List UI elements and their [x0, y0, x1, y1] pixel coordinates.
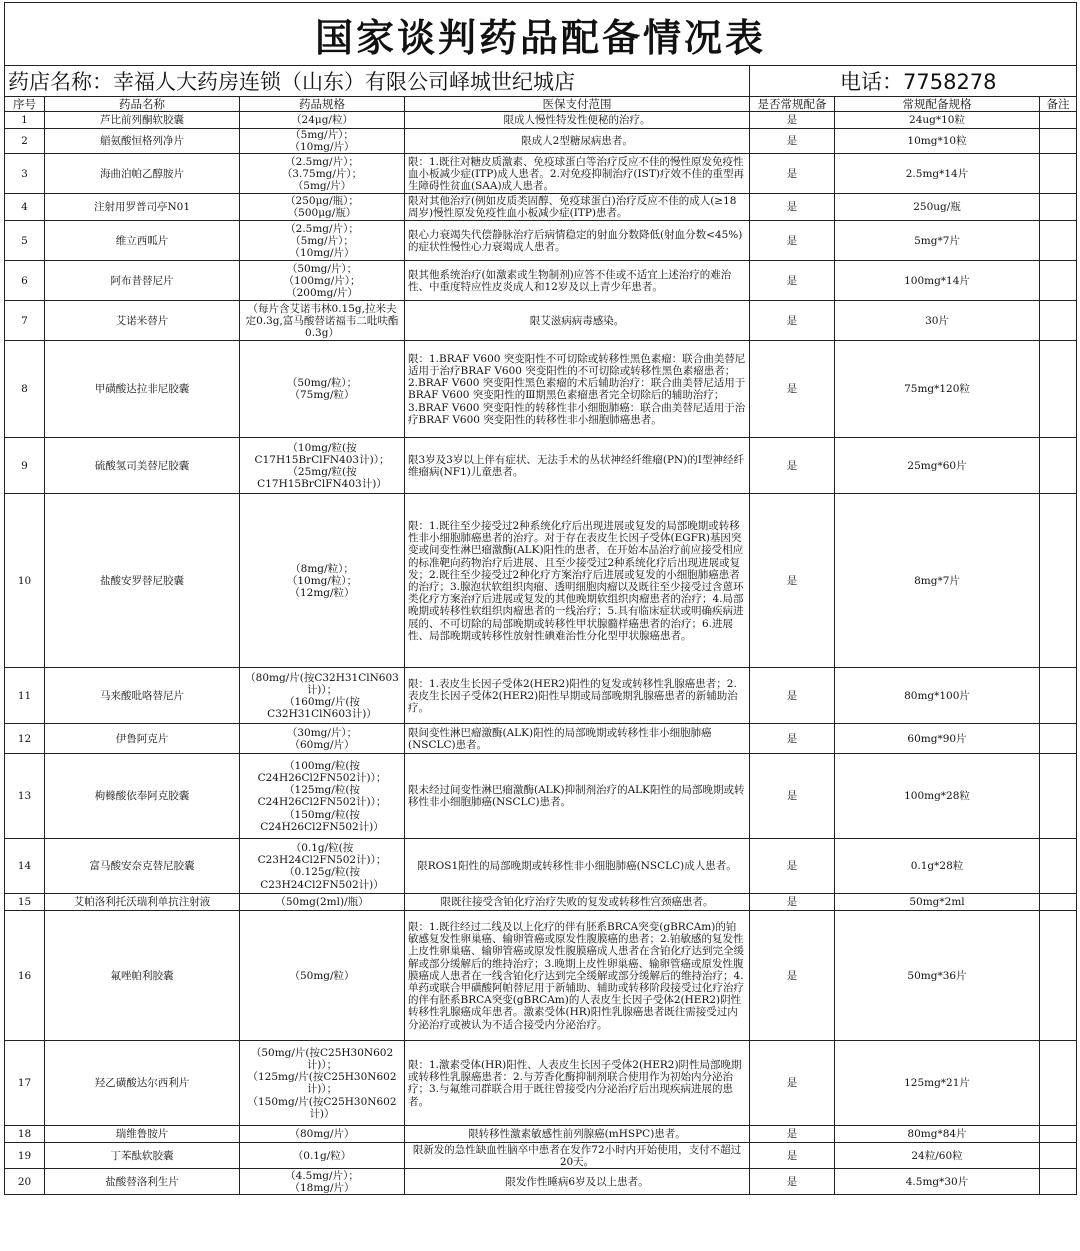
- row-number: 19: [5, 1143, 45, 1169]
- row-number: 7: [5, 301, 45, 341]
- table-row: [5, 494, 1077, 668]
- drug-name: 枸橼酸依奉阿克胶囊: [45, 754, 240, 839]
- table-row: [5, 112, 1077, 129]
- stocked-flag: 是: [750, 1143, 835, 1169]
- insurance-scope: 限：1.既往至少接受过2种系统化疗后出现进展或复发的局部晚期或转移性非小细胞肺癌患者的治疗。对于存在表皮生长因子受体(EGFR)基因突变或间变性淋巴瘤激酶(ALK)阳性的患者，在开始本品治疗前应接受相应的标准靶向药物治疗后进展、且至少接受过2种系统化疗后出现进展或复发；2.既往至少接受过2种化疗方案治疗后进展或复发的小细胞肺癌患者的治疗；3.腺泡状软组织肉瘤、透明细胞肉瘤以及既往至少接受过含蒽环类化疗方案治疗后进展或复发的其他晚期软组织肉瘤患者的治疗；4.局部晚期或转移性软组织肉瘤患者的一线治疗；5.具有临床症状或明确疾病进展的、不可切除的局部晚期或转移性甲状腺髓样癌患者的治疗；6.进展性、局部晚期或转移性放射性碘难治性分化型甲状腺癌患者。: [405, 494, 750, 668]
- table-row: [5, 154, 1077, 194]
- drug-name: 艾诺米替片: [45, 301, 240, 341]
- note: [1040, 1169, 1077, 1195]
- note: [1040, 839, 1077, 894]
- stock-spec: 24粒/60粒: [835, 1143, 1040, 1169]
- insurance-scope: 限：1.BRAF V600 突变阳性不可切除或转移性黑色素瘤：联合曲美替尼适用于治疗BRAF V600 突变阳性的不可切除或转移性黑色素瘤患者；2.BRAF V600 突变阳性黑色素瘤的术后辅助治疗：联合曲美替尼适用于BRAF V600 突变阳性的Ⅲ期黑色素瘤患者完全切除后的辅助治疗；3.BRAF V600 突变阳性的转移性非小细胞肺癌：联合曲美替尼适用于治疗BRAF V600 突变阳性的转移性非小细胞肺癌患者。: [405, 341, 750, 438]
- stocked-flag: 是: [750, 724, 835, 754]
- drug-spec: （4.5mg/片）； （18mg/片）: [240, 1169, 405, 1195]
- drug-table: [4, 2, 1077, 1195]
- note: [1040, 194, 1077, 221]
- table-row: [5, 1126, 1077, 1143]
- drug-name: 艏氨酸恒格列净片: [45, 129, 240, 154]
- stocked-flag: 是: [750, 221, 835, 261]
- stock-spec: 30片: [835, 301, 1040, 341]
- stocked-flag: 是: [750, 754, 835, 839]
- column-header-stock-spec: 常规配备规格: [835, 97, 1040, 112]
- drug-spec: （2.5mg/片）； （5mg/片）； （10mg/片）: [240, 221, 405, 261]
- row-number: 13: [5, 754, 45, 839]
- insurance-scope: 限既往接受含铂化疗治疗失败的复发或转移性宫颈癌患者。: [405, 894, 750, 911]
- table-row: [5, 261, 1077, 301]
- column-header-spec: 药品规格: [240, 97, 405, 112]
- stock-spec: 100mg*28粒: [835, 754, 1040, 839]
- sheet-title: 国家谈判药品配备情况表: [5, 3, 1077, 66]
- row-number: 12: [5, 724, 45, 754]
- stock-spec: 4.5mg*30片: [835, 1169, 1040, 1195]
- drug-name: 注射用罗普司亭N01: [45, 194, 240, 221]
- row-number: 3: [5, 154, 45, 194]
- note: [1040, 1143, 1077, 1169]
- note: [1040, 301, 1077, 341]
- insurance-scope: 限：1.既往对糖皮质激素、免疫球蛋白等治疗反应不佳的慢性原发免疫性血小板减少症(ITP)成人患者。2.对免疫抑制治疗(IST)疗效不佳的重型再生障碍性贫血(SAA)成人患者。: [405, 154, 750, 194]
- drug-name: 硫酸氢司美替尼胶囊: [45, 438, 240, 494]
- insurance-scope: 限新发的急性缺血性脑卒中患者在发作72小时内开始使用，支付不超过20天。: [405, 1143, 750, 1169]
- stock-spec: 50mg*2ml: [835, 894, 1040, 911]
- note: [1040, 494, 1077, 668]
- insurance-scope: 限ROS1阳性的局部晚期或转移性非小细胞肺癌(NSCLC)成人患者。: [405, 839, 750, 894]
- column-header-stocked: 是否常规配备: [750, 97, 835, 112]
- drug-name: 富马酸安奈克替尼胶囊: [45, 839, 240, 894]
- insurance-scope: 限对其他治疗(例如皮质类固醇、免疫球蛋白)治疗反应不佳的成人(≥18周岁)慢性原发免疫性血小板减少症(ITP)患者。: [405, 194, 750, 221]
- row-number: 4: [5, 194, 45, 221]
- stock-spec: 60mg*90片: [835, 724, 1040, 754]
- stocked-flag: 是: [750, 261, 835, 301]
- stocked-flag: 是: [750, 1041, 835, 1126]
- note: [1040, 129, 1077, 154]
- drug-name: 盐酸安罗替尼胶囊: [45, 494, 240, 668]
- stocked-flag: 是: [750, 438, 835, 494]
- table-body: [5, 112, 1077, 1195]
- row-number: 20: [5, 1169, 45, 1195]
- drug-name: 艾帕洛利托沃瑞利单抗注射液: [45, 894, 240, 911]
- stock-spec: 75mg*120粒: [835, 341, 1040, 438]
- insurance-scope: 限成人慢性特发性便秘的治疗。: [405, 112, 750, 129]
- drug-spec: （30mg/片）； （60mg/片）: [240, 724, 405, 754]
- row-number: 6: [5, 261, 45, 301]
- insurance-scope: 限其他系统治疗(如激素或生物制剂)应答不佳或不适宜上述治疗的难治性、中重度特应性皮炎成人和12岁及以上青少年患者。: [405, 261, 750, 301]
- column-header-note: 备注: [1040, 97, 1077, 112]
- drug-spec: （50mg/粒）； （75mg/粒）: [240, 341, 405, 438]
- drug-spec: （50mg/粒）: [240, 911, 405, 1041]
- table-row: [5, 754, 1077, 839]
- table-row: [5, 1169, 1077, 1195]
- stock-spec: 80mg*100片: [835, 668, 1040, 724]
- insurance-scope: 限：1.激素受体(HR)阳性、人表皮生长因子受体2(HER2)阴性局部晚期或转移性乳腺癌患者：2.与芳香化酶抑制剂联合使用作为初始内分泌治疗；3.与氟维司群联合用于既往曾接受内分泌治疗后出现疾病进展的患者。: [405, 1041, 750, 1126]
- stocked-flag: 是: [750, 341, 835, 438]
- drug-name: 甲磺酸达拉非尼胶囊: [45, 341, 240, 438]
- insurance-scope: 限：1.既往经过二线及以上化疗的伴有胚系BRCA突变(gBRCAm)的铂敏感复发性卵巢癌、输卵管癌或原发性腹膜癌的患者；2.铂敏感的复发性上皮性卵巢癌、输卵管癌或原发性腹膜癌成人患者在含铂化疗达到完全缓解或部分缓解后的维持治疗；3.晚期上皮性卵巢癌、输卵管癌或原发性腹膜癌成人患者在一线含铂化疗达到完全缓解或部分缓解后的维持治疗；4.单药或联合甲磺酸阿帕替尼用于新辅助、辅助或转移阶段接受过化疗治疗的伴有胚系BRCA突变(gBRCAm)的人表皮生长因子受体2(HER2)阴性转移性乳腺癌成年患者。激素受体(HR)阳性乳腺癌患者既往需接受过内分泌治疗或被认为不适合接受内分泌治疗。: [405, 911, 750, 1041]
- stock-spec: 0.1g*28粒: [835, 839, 1040, 894]
- drug-name: 丁苯酞软胶囊: [45, 1143, 240, 1169]
- row-number: 2: [5, 129, 45, 154]
- note: [1040, 154, 1077, 194]
- drug-name: 瑞维鲁胺片: [45, 1126, 240, 1143]
- table-row: [5, 438, 1077, 494]
- stock-spec: 10mg*10粒: [835, 129, 1040, 154]
- stocked-flag: 是: [750, 129, 835, 154]
- stocked-flag: 是: [750, 911, 835, 1041]
- drug-spec: （2.5mg/片）； （3.75mg/片）； （5mg/片）: [240, 154, 405, 194]
- note: [1040, 261, 1077, 301]
- table-row: [5, 894, 1077, 911]
- note: [1040, 112, 1077, 129]
- stocked-flag: 是: [750, 1126, 835, 1143]
- insurance-scope: 限心力衰竭失代偿静脉治疗后病情稳定的射血分数降低(射血分数<45%)的症状性慢性心力衰竭成人患者。: [405, 221, 750, 261]
- insurance-scope: 限艾滋病病毒感染。: [405, 301, 750, 341]
- stock-spec: 25mg*60片: [835, 438, 1040, 494]
- table-row: [5, 341, 1077, 438]
- note: [1040, 911, 1077, 1041]
- stock-spec: 24ug*10粒: [835, 112, 1040, 129]
- insurance-scope: 限：1.表皮生长因子受体2(HER2)阳性的复发或转移性乳腺癌患者；2.表皮生长因子受体2(HER2)阳性早期或局部晚期乳腺癌患者的新辅助治疗。: [405, 668, 750, 724]
- drug-spec: （5mg/片）； （10mg/片）: [240, 129, 405, 154]
- drug-spec: （每片含艾诺韦林0.15g,拉米夫定0.3g,富马酸替诺福韦二吡呋酯0.3g）: [240, 301, 405, 341]
- drug-spec: （10mg/粒(按C17H15BrClFN403计)）； （25mg/粒(按C17H15BrClFN403计)）: [240, 438, 405, 494]
- stocked-flag: 是: [750, 494, 835, 668]
- note: [1040, 438, 1077, 494]
- stock-spec: 2.5mg*14片: [835, 154, 1040, 194]
- insurance-scope: 限发作性睡病6岁及以上患者。: [405, 1169, 750, 1195]
- stocked-flag: 是: [750, 154, 835, 194]
- table-row: [5, 724, 1077, 754]
- drug-spec: （8mg/粒）； （10mg/粒）； （12mg/粒）: [240, 494, 405, 668]
- drug-name: 海曲泊帕乙醇胺片: [45, 154, 240, 194]
- note: [1040, 341, 1077, 438]
- column-header-scope: 医保支付范围: [405, 97, 750, 112]
- drug-spec: （0.1g/粒）: [240, 1143, 405, 1169]
- drug-stock-sheet: [4, 2, 1076, 1195]
- stock-spec: 125mg*21片: [835, 1041, 1040, 1126]
- drug-name: 维立西呱片: [45, 221, 240, 261]
- drug-spec: （50mg(2ml)/瓶）: [240, 894, 405, 911]
- insurance-scope: 限3岁及3岁以上伴有症状、无法手术的丛状神经纤维瘤(PN)的I型神经纤维瘤病(NF1)儿童患者。: [405, 438, 750, 494]
- row-number: 18: [5, 1126, 45, 1143]
- column-header-name: 药品名称: [45, 97, 240, 112]
- drug-spec: （50mg/片(按C25H30N602计)）； （125mg/片(按C25H30N602计)）； （150mg/片(按C25H30N602计)）: [240, 1041, 405, 1126]
- stocked-flag: 是: [750, 839, 835, 894]
- table-row: [5, 194, 1077, 221]
- drug-spec: （80mg/片）: [240, 1126, 405, 1143]
- row-number: 16: [5, 911, 45, 1041]
- row-number: 14: [5, 839, 45, 894]
- table-row: [5, 839, 1077, 894]
- drug-spec: （50mg/片）； （100mg/片）； （200mg/片）: [240, 261, 405, 301]
- note: [1040, 668, 1077, 724]
- table-row: [5, 301, 1077, 341]
- stock-spec: 250ug/瓶: [835, 194, 1040, 221]
- table-row: [5, 1041, 1077, 1126]
- stocked-flag: 是: [750, 112, 835, 129]
- insurance-scope: 限未经过间变性淋巴瘤激酶(ALK)抑制剂治疗的ALK阳性的局部晚期或转移性非小细胞肺癌(NSCLC)患者。: [405, 754, 750, 839]
- stocked-flag: 是: [750, 301, 835, 341]
- row-number: 15: [5, 894, 45, 911]
- insurance-scope: 限成人2型糖尿病患者。: [405, 129, 750, 154]
- drug-spec: （0.1g/粒(按C23H24Cl2FN502计)）； （0.125g/粒(按C23H24Cl2FN502计)）: [240, 839, 405, 894]
- stocked-flag: 是: [750, 1169, 835, 1195]
- column-header-no: 序号: [5, 97, 45, 112]
- row-number: 11: [5, 668, 45, 724]
- stock-spec: 5mg*7片: [835, 221, 1040, 261]
- table-header-row: [5, 97, 1077, 112]
- note: [1040, 754, 1077, 839]
- store-phone: 电话：7758278: [750, 66, 1077, 97]
- drug-spec: （24μg/粒）: [240, 112, 405, 129]
- drug-name: 盐酸替洛利生片: [45, 1169, 240, 1195]
- row-number: 9: [5, 438, 45, 494]
- drug-name: 马来酸吡咯替尼片: [45, 668, 240, 724]
- drug-name: 芦比前列酮软胶囊: [45, 112, 240, 129]
- note: [1040, 1126, 1077, 1143]
- row-number: 8: [5, 341, 45, 438]
- drug-spec: （80mg/片(按C32H31ClN603计)）； （160mg/片(按C32H31ClN603计)）: [240, 668, 405, 724]
- note: [1040, 221, 1077, 261]
- note: [1040, 724, 1077, 754]
- stock-spec: 100mg*14片: [835, 261, 1040, 301]
- note: [1040, 1041, 1077, 1126]
- stocked-flag: 是: [750, 668, 835, 724]
- drug-name: 伊鲁阿克片: [45, 724, 240, 754]
- drug-name: 羟乙磺酸达尔西利片: [45, 1041, 240, 1126]
- table-row: [5, 668, 1077, 724]
- drug-spec: （100mg/粒(按C24H26Cl2FN502计)）； （125mg/粒(按C24H26Cl2FN502计)）； （150mg/粒(按C24H26Cl2FN502计)）: [240, 754, 405, 839]
- row-number: 10: [5, 494, 45, 668]
- row-number: 5: [5, 221, 45, 261]
- store-name: 药店名称：幸福人大药房连锁（山东）有限公司峄城世纪城店: [5, 66, 750, 97]
- drug-name: 氟唑帕利胶囊: [45, 911, 240, 1041]
- table-row: [5, 911, 1077, 1041]
- insurance-scope: 限间变性淋巴瘤激酶(ALK)阳性的局部晚期或转移性非小细胞肺癌(NSCLC)患者。: [405, 724, 750, 754]
- stocked-flag: 是: [750, 194, 835, 221]
- row-number: 1: [5, 112, 45, 129]
- stock-spec: 50mg*36片: [835, 911, 1040, 1041]
- drug-name: 阿布昔替尼片: [45, 261, 240, 301]
- insurance-scope: 限转移性激素敏感性前列腺癌(mHSPC)患者。: [405, 1126, 750, 1143]
- drug-spec: （250μg/瓶）； （500μg/瓶）: [240, 194, 405, 221]
- stocked-flag: 是: [750, 894, 835, 911]
- table-row: [5, 1143, 1077, 1169]
- stock-spec: 80mg*84片: [835, 1126, 1040, 1143]
- table-row: [5, 129, 1077, 154]
- note: [1040, 894, 1077, 911]
- row-number: 17: [5, 1041, 45, 1126]
- stock-spec: 8mg*7片: [835, 494, 1040, 668]
- table-row: [5, 221, 1077, 261]
